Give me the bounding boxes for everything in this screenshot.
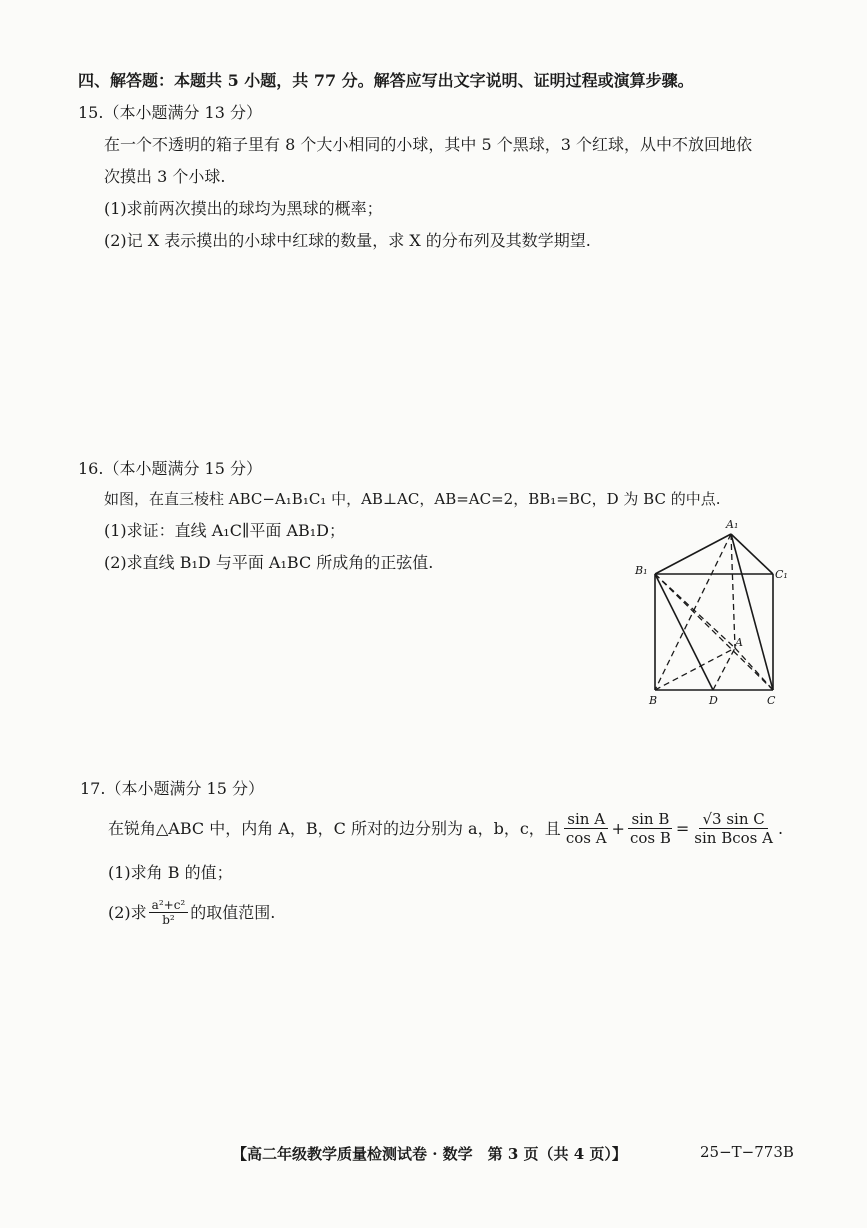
q16-part2: (2)求直线 B₁D 与平面 A₁BC 所成角的正弦值.: [104, 553, 434, 572]
label-B1: B₁: [635, 564, 648, 577]
q17-intro: 在锐角△ABC 中，内角 A，B，C 所对的边分别为 a，b，c，且: [108, 818, 561, 838]
frac-sinA-cosA: [563, 810, 610, 847]
section-title: 四、解答题：本题共 5 小题，共 77 分。解答应写出文字说明、证明过程或演算步骤。: [78, 71, 694, 90]
label-A: A: [735, 636, 743, 649]
q16-part1: (1)求证：直线 A₁C∥平面 AB₁D；: [104, 521, 345, 540]
period: .: [777, 818, 784, 838]
q16-line1: 如图，在直三棱柱 ABC−A₁B₁C₁ 中，AB⊥AC，AB=AC=2，BB₁=BC，D 为 BC 的中点.: [104, 490, 721, 508]
q17-part2-pre: (2)求: [108, 902, 147, 922]
frac-sqrt3sinC: [691, 810, 776, 847]
q17-condition: [108, 810, 783, 847]
edge-B1A: [655, 574, 735, 648]
edge-DA: [713, 648, 735, 690]
label-D: D: [709, 694, 718, 707]
edge-B1A1: [655, 534, 731, 574]
edge-A1C1: [731, 534, 773, 574]
q17-part2-post: 的取值范围.: [190, 902, 276, 922]
q15-header: 15.（本小题满分 13 分）: [78, 103, 262, 122]
label-C1: C₁: [775, 568, 788, 581]
part2-num: a²+c²: [149, 898, 189, 913]
prism-figure: [625, 512, 795, 712]
frac2-den: cos B: [629, 829, 671, 847]
frac3-den: sin Bcos A: [694, 829, 773, 847]
part2-den: b²: [162, 913, 175, 927]
q15-line2: 次摸出 3 个小球.: [104, 167, 226, 186]
footer-title: 【高二年级教学质量检测试卷 · 数学 第 3 页（共 4 页）】: [232, 1145, 627, 1163]
frac3-num: √3 sin C: [699, 810, 767, 829]
q16-header: 16.（本小题满分 15 分）: [78, 459, 262, 478]
edge-B1C: [655, 574, 773, 690]
q17-part2: [108, 898, 275, 927]
frac-a2c2-b2: [149, 898, 189, 927]
equals-sign: =: [675, 818, 690, 838]
edge-A1A: [731, 534, 735, 648]
label-B: B: [649, 694, 658, 707]
frac-sinB-cosB: [627, 810, 674, 847]
plus-sign: +: [611, 818, 625, 838]
q17-header: 17.（本小题满分 15 分）: [80, 779, 264, 798]
q17-part1: (1)求角 B 的值；: [108, 863, 233, 882]
footer-code: 25−T−773B: [700, 1143, 794, 1161]
q15-line1: 在一个不透明的箱子里有 8 个大小相同的小球，其中 5 个黑球，3 个红球，从中不放回地依: [104, 135, 752, 154]
label-A1: A₁: [726, 518, 739, 531]
q15-part1: (1)求前两次摸出的球均为黑球的概率；: [104, 199, 383, 218]
label-C: C: [767, 694, 776, 707]
frac1-den: cos A: [565, 829, 607, 847]
q15-part2: (2)记 X 表示摸出的小球中红球的数量，求 X 的分布列及其数学期望.: [104, 231, 591, 250]
frac2-num: sin B: [628, 810, 672, 829]
frac1-num: sin A: [564, 810, 608, 829]
